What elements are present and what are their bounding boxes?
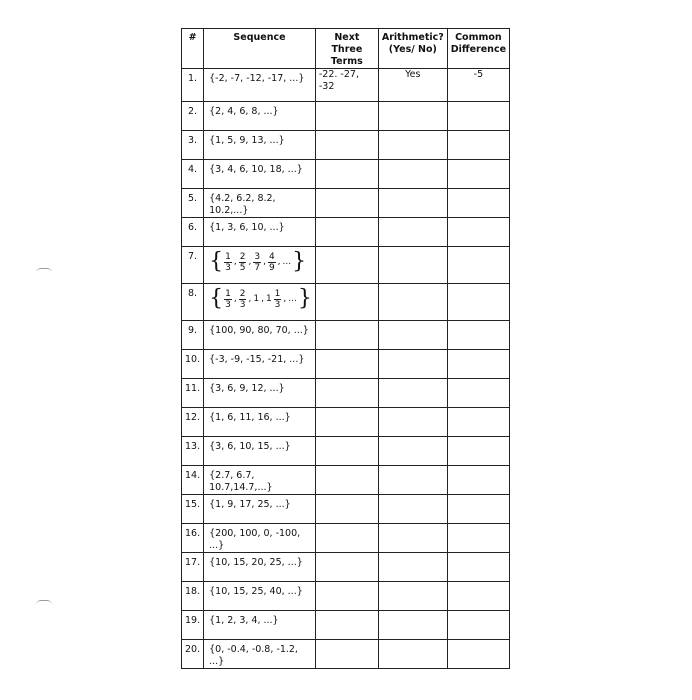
table-row <box>182 582 510 611</box>
sequence-cell: {1, 2, 3, 4, ...} <box>204 611 316 640</box>
row-number: 12. <box>182 408 204 437</box>
arithmetic-cell[interactable] <box>378 495 447 524</box>
sequence-cell: {2, 4, 6, 8, ...} <box>204 102 316 131</box>
row-number: 2. <box>182 102 204 131</box>
next-terms-cell[interactable] <box>315 102 378 131</box>
row-number: 5. <box>182 189 204 218</box>
common-difference-cell[interactable] <box>447 495 509 524</box>
sequence-cell: {1, 9, 17, 25, ...} <box>204 495 316 524</box>
sequence-cell: {4.2, 6.2, 8.2, 10.2,...} <box>204 189 316 218</box>
table-row <box>182 437 510 466</box>
sequence-cell: {3, 6, 10, 15, ...} <box>204 437 316 466</box>
common-difference-cell[interactable] <box>447 640 509 669</box>
common-difference-cell[interactable] <box>447 102 509 131</box>
next-terms-cell[interactable] <box>315 437 378 466</box>
common-difference-cell[interactable] <box>447 350 509 379</box>
header-sequence: Sequence <box>204 29 316 69</box>
table-row <box>182 247 510 284</box>
common-difference-cell[interactable] <box>447 321 509 350</box>
next-terms-cell[interactable] <box>315 524 378 553</box>
sequence-cell: {3, 6, 9, 12, ...} <box>204 379 316 408</box>
next-terms-cell[interactable] <box>315 640 378 669</box>
sequence-cell: { $\frac{1}{3}$ , $\frac{2}{3}$ , 1 , 1 $\frac{1}{3}$ , ... } <box>204 284 316 321</box>
common-difference-cell[interactable] <box>447 524 509 553</box>
common-difference-cell[interactable] <box>447 408 509 437</box>
table-row <box>182 284 510 321</box>
fraction: $\frac{2}{5}$ <box>239 251 246 273</box>
header-arithmetic: Arithmetic? (Yes/ No) <box>378 29 447 69</box>
sequence-cell: {-2, -7, -12, -17, ...} <box>204 69 316 102</box>
arithmetic-cell[interactable] <box>378 524 447 553</box>
next-terms-cell[interactable] <box>315 553 378 582</box>
common-difference-cell[interactable] <box>447 284 509 321</box>
arithmetic-cell[interactable] <box>378 582 447 611</box>
binder-hole-mark <box>36 268 52 273</box>
next-terms-cell[interactable] <box>315 379 378 408</box>
arithmetic-cell[interactable] <box>378 408 447 437</box>
row-number: 3. <box>182 131 204 160</box>
mixed-whole: 1 <box>265 294 272 304</box>
open-brace: { <box>209 249 224 274</box>
row-number: 10. <box>182 350 204 379</box>
common-difference-cell[interactable] <box>447 218 509 247</box>
row-number: 13. <box>182 437 204 466</box>
table-row <box>182 466 510 495</box>
header-next-three-terms: Next Three Terms <box>315 29 378 69</box>
next-terms-cell[interactable] <box>315 247 378 284</box>
arithmetic-cell[interactable] <box>378 102 447 131</box>
arithmetic-cell[interactable] <box>378 466 447 495</box>
fraction: $\frac{4}{9}$ <box>268 251 275 273</box>
sequence-cell: {1, 6, 11, 16, ...} <box>204 408 316 437</box>
next-terms-cell[interactable] <box>315 131 378 160</box>
row-number: 9. <box>182 321 204 350</box>
row-number: 8. <box>182 284 204 321</box>
close-brace: } <box>292 249 307 274</box>
fraction: $\frac{1}{3}$ <box>225 288 231 310</box>
table-row <box>182 379 510 408</box>
table-row <box>182 611 510 640</box>
table-row <box>182 321 510 350</box>
sequence-cell: {1, 5, 9, 13, ...} <box>204 131 316 160</box>
common-difference-cell[interactable] <box>447 553 509 582</box>
next-terms-cell[interactable] <box>315 466 378 495</box>
next-terms-cell[interactable] <box>315 160 378 189</box>
row-number: 4. <box>182 160 204 189</box>
arithmetic-cell[interactable] <box>378 437 447 466</box>
common-difference-cell[interactable] <box>447 466 509 495</box>
common-difference-cell[interactable] <box>447 247 509 284</box>
row-number: 19. <box>182 611 204 640</box>
sequence-cell: {1, 3, 6, 10, ...} <box>204 218 316 247</box>
arithmetic-cell[interactable] <box>378 321 447 350</box>
sequence-worksheet-table <box>181 28 510 669</box>
fraction: $\frac{3}{7}$ <box>254 251 261 273</box>
sequence-cell: {3, 4, 6, 10, 18, ...} <box>204 160 316 189</box>
close-brace: } <box>297 286 312 311</box>
row-number: 1. <box>182 69 204 102</box>
open-brace: { <box>209 286 224 311</box>
row-number: 6. <box>182 218 204 247</box>
next-terms-cell[interactable] <box>315 284 378 321</box>
sequence-cell: { $\frac{1}{3}$ , $\frac{2}{5}$ , $\frac{3}{7}$ , $\frac{4}{9}$ , ... } <box>204 247 316 284</box>
table-row <box>182 131 510 160</box>
next-terms-cell[interactable] <box>315 350 378 379</box>
table-row <box>182 553 510 582</box>
table-row <box>182 524 510 553</box>
next-terms-cell[interactable]: -22. -27, -32 <box>315 69 378 102</box>
header-number: # <box>182 29 204 69</box>
sequence-cell: {10, 15, 25, 40, ...} <box>204 582 316 611</box>
table-row <box>182 495 510 524</box>
common-difference-cell[interactable] <box>447 160 509 189</box>
next-terms-cell[interactable] <box>315 611 378 640</box>
next-terms-cell[interactable] <box>315 189 378 218</box>
fraction: $\frac{1}{3}$ <box>274 288 281 310</box>
row-number: 11. <box>182 379 204 408</box>
arithmetic-cell[interactable] <box>378 611 447 640</box>
common-difference-cell[interactable] <box>447 437 509 466</box>
table-row <box>182 408 510 437</box>
next-terms-cell[interactable] <box>315 218 378 247</box>
row-number: 14. <box>182 466 204 495</box>
arithmetic-cell[interactable] <box>378 218 447 247</box>
ellipsis: ... <box>282 257 292 267</box>
table-row <box>182 69 510 102</box>
arithmetic-cell[interactable]: Yes <box>378 69 447 102</box>
arithmetic-cell[interactable] <box>378 553 447 582</box>
fraction: $\frac{1}{3}$ <box>225 251 231 273</box>
table-row <box>182 640 510 669</box>
table-row <box>182 160 510 189</box>
table-row <box>182 102 510 131</box>
common-difference-cell[interactable]: -5 <box>447 69 509 102</box>
table-row <box>182 350 510 379</box>
arithmetic-cell[interactable] <box>378 640 447 669</box>
sequence-cell: {-3, -9, -15, -21, ...} <box>204 350 316 379</box>
binder-hole-mark <box>36 600 52 605</box>
common-difference-cell[interactable] <box>447 189 509 218</box>
sequence-cell: {100, 90, 80, 70, ...} <box>204 321 316 350</box>
header-common-difference: Common Difference <box>447 29 509 69</box>
arithmetic-cell[interactable] <box>378 131 447 160</box>
row-number: 18. <box>182 582 204 611</box>
next-terms-cell[interactable] <box>315 495 378 524</box>
sequence-cell: {10, 15, 20, 25, ...} <box>204 553 316 582</box>
arithmetic-cell[interactable] <box>378 189 447 218</box>
row-number: 7. <box>182 247 204 284</box>
common-difference-cell[interactable] <box>447 582 509 611</box>
sequence-cell: {200, 100, 0, -100, ...} <box>204 524 316 553</box>
table-row <box>182 189 510 218</box>
next-terms-cell[interactable] <box>315 321 378 350</box>
arithmetic-cell[interactable] <box>378 160 447 189</box>
table-row <box>182 218 510 247</box>
sequence-cell: {0, -0.4, -0.8, -1.2, ...} <box>204 640 316 669</box>
common-difference-cell[interactable] <box>447 611 509 640</box>
whole-number: 1 <box>253 294 260 304</box>
sequence-cell: {2.7, 6.7, 10.7,14.7,...} <box>204 466 316 495</box>
next-terms-cell[interactable] <box>315 582 378 611</box>
ellipsis: ... <box>288 294 297 304</box>
arithmetic-cell[interactable] <box>378 379 447 408</box>
row-number: 15. <box>182 495 204 524</box>
next-terms-cell[interactable] <box>315 408 378 437</box>
arithmetic-cell[interactable] <box>378 350 447 379</box>
common-difference-cell[interactable] <box>447 379 509 408</box>
arithmetic-cell[interactable] <box>378 247 447 284</box>
row-number: 17. <box>182 553 204 582</box>
arithmetic-cell[interactable] <box>378 284 447 321</box>
fraction: $\frac{2}{3}$ <box>239 288 246 310</box>
header-row <box>182 29 510 69</box>
row-number: 20. <box>182 640 204 669</box>
row-number: 16. <box>182 524 204 553</box>
common-difference-cell[interactable] <box>447 131 509 160</box>
